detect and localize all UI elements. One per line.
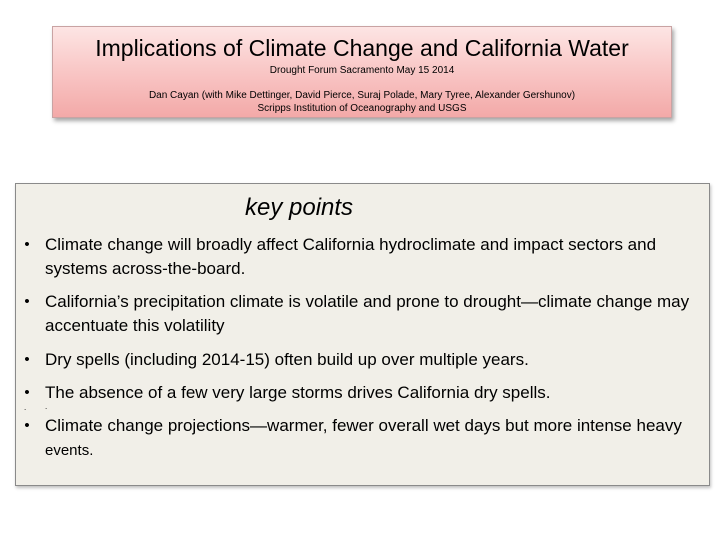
bullet-text: Climate change projections—warmer, fewer overall wet days but more intense heavy events. xyxy=(45,416,682,459)
bullet-icon: • xyxy=(24,236,30,253)
bullet-icon: • xyxy=(24,417,30,434)
stray-mark: . xyxy=(24,403,27,412)
key-points-box xyxy=(15,183,710,486)
stray-mark: . xyxy=(45,402,48,411)
slide-subtitle: Drought Forum Sacramento May 15 2014 xyxy=(269,65,455,76)
slide-title: Implications of Climate Change and California Water xyxy=(95,35,629,61)
author-line: Dan Cayan (with Mike Dettinger, David Pierce, Suraj Polade, Mary Tyree, Alexander Gershunov) xyxy=(148,90,576,101)
institution-line: Scripps Institution of Oceanography and USGS xyxy=(257,103,467,114)
bullet-icon: • xyxy=(24,384,30,401)
key-points-heading: key points xyxy=(245,194,354,221)
bullet-text: Dry spells (including 2014-15) often build up over multiple years. xyxy=(45,350,529,369)
bullet-text: California’s precipitation climate is volatile and prone to drought—climate change may accentuate this volatility xyxy=(45,292,690,335)
bullet-icon: • xyxy=(24,293,30,310)
bullet-text: Climate change will broadly affect California hydroclimate and impact sectors and systems across-the-board. xyxy=(45,235,657,278)
bullet-text: The absence of a few very large storms drives California dry spells. xyxy=(45,383,551,402)
bullet-icon: • xyxy=(24,351,30,368)
bullet-text-tail: events. xyxy=(45,442,94,459)
title-box xyxy=(52,26,672,118)
